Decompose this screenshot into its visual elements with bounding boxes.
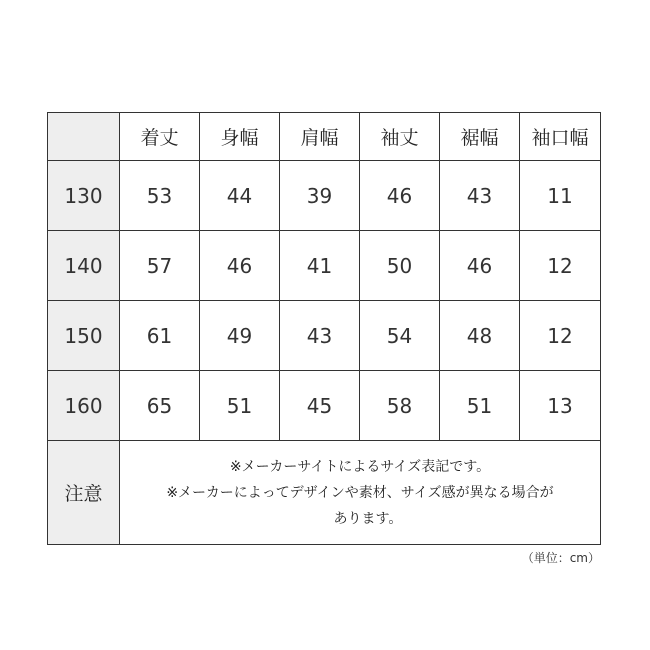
notes-text bbox=[120, 441, 601, 545]
row-size-label: 130 bbox=[48, 161, 120, 231]
note-line: ※メーカーサイトによるサイズ表記です。 bbox=[229, 458, 491, 475]
table-cell: 43 bbox=[440, 161, 520, 231]
column-header-length: 着丈 bbox=[120, 113, 200, 161]
table-cell: 54 bbox=[360, 301, 440, 371]
column-header-sleeve-length: 袖丈 bbox=[360, 113, 440, 161]
table-cell: 51 bbox=[200, 371, 280, 441]
unit-label: （単位：cm） bbox=[521, 551, 600, 565]
table-cell: 11 bbox=[520, 161, 601, 231]
column-header-chest-width: 身幅 bbox=[200, 113, 280, 161]
table-cell: 51 bbox=[440, 371, 520, 441]
table-cell: 46 bbox=[440, 231, 520, 301]
table-cell: 50 bbox=[360, 231, 440, 301]
table-cell: 58 bbox=[360, 371, 440, 441]
size-table bbox=[47, 112, 601, 545]
table-cell: 13 bbox=[520, 371, 601, 441]
table-cell: 48 bbox=[440, 301, 520, 371]
column-header-shoulder-width: 肩幅 bbox=[280, 113, 360, 161]
column-header-hem-width: 裾幅 bbox=[440, 113, 520, 161]
row-size-label: 160 bbox=[48, 371, 120, 441]
table-cell: 44 bbox=[200, 161, 280, 231]
row-size-label: 140 bbox=[48, 231, 120, 301]
notes-label: 注意 bbox=[48, 441, 120, 545]
table-cell: 49 bbox=[200, 301, 280, 371]
row-size-label: 150 bbox=[48, 301, 120, 371]
table-row bbox=[48, 301, 601, 371]
table-cell: 61 bbox=[120, 301, 200, 371]
table-cell: 65 bbox=[120, 371, 200, 441]
table-cell: 57 bbox=[120, 231, 200, 301]
table-cell: 46 bbox=[200, 231, 280, 301]
table-cell: 43 bbox=[280, 301, 360, 371]
header-row bbox=[48, 113, 601, 161]
table-cell: 53 bbox=[120, 161, 200, 231]
table-cell: 39 bbox=[280, 161, 360, 231]
corner-cell bbox=[48, 113, 120, 161]
table-cell: 41 bbox=[280, 231, 360, 301]
table-cell: 12 bbox=[520, 231, 601, 301]
table-row bbox=[48, 161, 601, 231]
table-cell: 12 bbox=[520, 301, 601, 371]
note-line: あります。 bbox=[333, 510, 403, 527]
notes-row bbox=[48, 441, 601, 545]
column-header-cuff-width: 袖口幅 bbox=[520, 113, 601, 161]
table-cell: 45 bbox=[280, 371, 360, 441]
table-row bbox=[48, 231, 601, 301]
table-row bbox=[48, 371, 601, 441]
note-line: ※メーカーによってデザインや素材、サイズ感が異なる場合が bbox=[166, 484, 554, 501]
table-cell: 46 bbox=[360, 161, 440, 231]
